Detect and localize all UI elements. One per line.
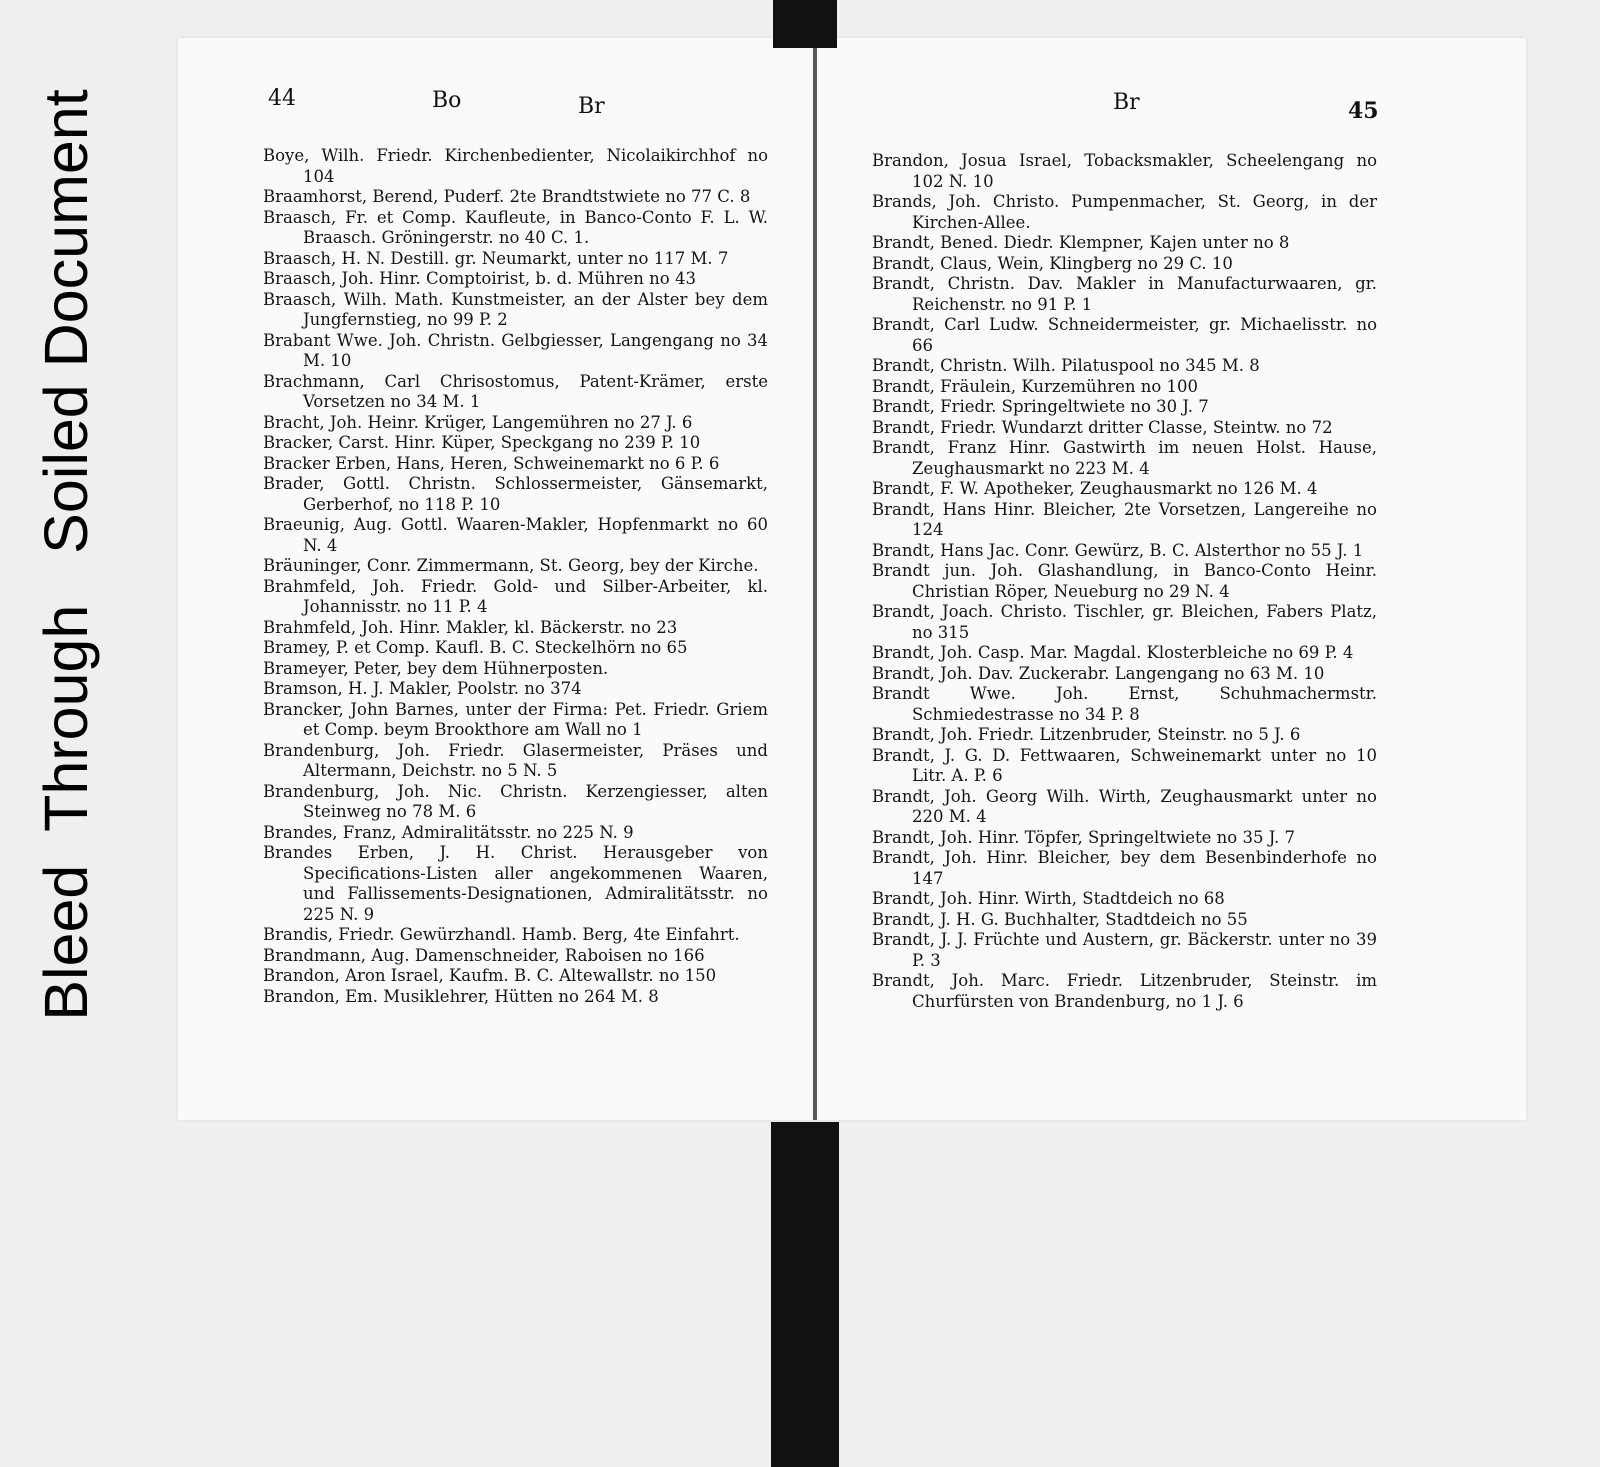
directory-entry: Brandt, Joh. Hinr. Wirth, Stadtdeich no 68 — [872, 889, 1225, 908]
directory-entry: Bramey, P. et Comp. Kaufl. B. C. Steckelhörn no 65 — [263, 638, 688, 657]
directory-entry: Brandt, Franz Hinr. Gastwirth im neuen Holst. Hause, Zeughausmarkt no 223 M. 4 — [872, 438, 1377, 478]
directory-entry: Braasch, Fr. et Comp. Kaufleute, in Banco-Conto F. L. W. Braasch. Gröningerstr. no 40 C. 1. — [263, 207, 768, 247]
bottom-black-tab — [771, 1122, 839, 1467]
directory-entry: Brandt, Carl Ludw. Schneidermeister, gr. Michaelisstr. no 66 — [872, 315, 1377, 355]
right-header-br: Br — [1113, 90, 1140, 115]
left-header-br: Br — [578, 94, 605, 119]
directory-entry: Bracker, Carst. Hinr. Küper, Speckgang no 239 P. 10 — [263, 433, 701, 452]
directory-entry: Brandt, Joach. Christo. Tischler, gr. Bleichen, Fabers Platz, no 315 — [872, 602, 1377, 642]
directory-entry: Bräuninger, Conr. Zimmermann, St. Georg, bey der Kirche. — [263, 556, 759, 575]
directory-entry: Brandt, J. J. Früchte und Austern, gr. Bäckerstr. unter no 39 P. 3 — [872, 930, 1377, 970]
directory-entry: Brandt, Christn. Dav. Makler in Manufacturwaaren, gr. Reichenstr. no 91 P. 1 — [872, 274, 1377, 314]
directory-entry: Brandon, Aron Israel, Kaufm. B. C. Altewallstr. no 150 — [263, 966, 717, 985]
directory-entry: Brandt, Joh. Hinr. Bleicher, bey dem Besenbinderhofe no 147 — [872, 848, 1377, 888]
directory-entry: Brandt, Joh. Marc. Friedr. Litzenbruder, Steinstr. im Churfürsten von Brandenburg, no 1 J. 6 — [872, 971, 1377, 1011]
directory-entry: Braasch, Wilh. Math. Kunstmeister, an der Alster bey dem Jungfernstieg, no 99 P. 2 — [263, 289, 768, 329]
directory-entry: Brandt, Hans Hinr. Bleicher, 2te Vorsetzen, Langereihe no 124 — [872, 499, 1377, 539]
directory-entry: Brandt, Joh. Friedr. Litzenbruder, Steinstr. no 5 J. 6 — [872, 725, 1301, 744]
directory-entry: Brandt, J. G. D. Fettwaaren, Schweinemarkt unter no 10 Litr. A. P. 6 — [872, 745, 1377, 785]
directory-entry: Brandt, Christn. Wilh. Pilatuspool no 345 M. 8 — [872, 356, 1260, 375]
directory-entry: Brahmfeld, Joh. Hinr. Makler, kl. Bäckerstr. no 23 — [263, 617, 678, 637]
right-page-number: 45 — [1348, 98, 1379, 124]
directory-entry: Brandt, J. H. G. Buchhalter, Stadtdeich no 55 — [872, 909, 1248, 929]
directory-entry: Brands, Joh. Christo. Pumpenmacher, St. Georg, in der Kirchen-Allee. — [872, 192, 1377, 232]
directory-entry: Brahmfeld, Joh. Friedr. Gold- und Silber-Arbeiter, kl. Johannisstr. no 11 P. 4 — [263, 576, 768, 616]
left-page-entries — [263, 146, 768, 1007]
top-black-tab — [773, 0, 837, 48]
directory-entry: Bracht, Joh. Heinr. Krüger, Langemühren no 27 J. 6 — [263, 412, 693, 432]
left-page-number: 44 — [268, 86, 296, 111]
directory-entry: Braasch, Joh. Hinr. Comptoirist, b. d. Mühren no 43 — [263, 269, 696, 288]
directory-entry: Brandt, Joh. Dav. Zuckerabr. Langengang no 63 M. 10 — [872, 663, 1325, 683]
directory-entry: Brandon, Josua Israel, Tobacksmakler, Scheelengang no 102 N. 10 — [872, 151, 1377, 191]
directory-entry: Boye, Wilh. Friedr. Kirchenbedienter, Nicolaikirchhof no 104 — [263, 146, 768, 186]
directory-entry: Bracker Erben, Hans, Heren, Schweinemarkt no 6 P. 6 — [263, 453, 720, 473]
directory-entry: Brandt, Fräulein, Kurzemühren no 100 — [872, 376, 1199, 396]
directory-entry: Brameyer, Peter, bey dem Hühnerposten. — [263, 658, 609, 678]
left-header-bo: Bo — [432, 88, 462, 113]
directory-entry: Brandes, Franz, Admiralitätsstr. no 225 N. 9 — [263, 822, 634, 842]
directory-entry: Brandis, Friedr. Gewürzhandl. Hamb. Berg, 4te Einfahrt. — [263, 925, 740, 944]
directory-entry: Braasch, H. N. Destill. gr. Neumarkt, unter no 117 M. 7 — [263, 248, 729, 268]
side-label — [6, 50, 126, 1060]
directory-entry: Brabant Wwe. Joh. Christn. Gelbgiesser, Langengang no 34 M. 10 — [263, 330, 768, 370]
directory-entry: Brandon, Em. Musiklehrer, Hütten no 264 M. 8 — [263, 986, 659, 1006]
directory-entry: Brandt, Friedr. Wundarzt dritter Classe, Steintw. no 72 — [872, 417, 1333, 437]
book-spine — [813, 0, 817, 1120]
directory-entry: Brandt, Joh. Georg Wilh. Wirth, Zeughausmarkt unter no 220 M. 4 — [872, 786, 1377, 826]
directory-entry: Brandt, Joh. Casp. Mar. Magdal. Klosterbleiche no 69 P. 4 — [872, 643, 1354, 662]
directory-entry: Brader, Gottl. Christn. Schlossermeister, Gänsemarkt, Gerberhof, no 118 P. 10 — [263, 474, 768, 514]
directory-entry: Brandt, Bened. Diedr. Klempner, Kajen unter no 8 — [872, 233, 1290, 252]
directory-entry: Braeunig, Aug. Gottl. Waaren-Makler, Hopfenmarkt no 60 N. 4 — [263, 515, 768, 555]
right-page-entries — [872, 151, 1377, 1012]
directory-entry: Brandmann, Aug. Damenschneider, Raboisen no 166 — [263, 945, 705, 965]
directory-entry: Brandes Erben, J. H. Christ. Herausgeber von Specifications-Listen aller angekommenen Waaren, und Fallissements-Designationen, Admiralitätsstr. no 225 N. 9 — [263, 843, 768, 924]
directory-entry: Brandt, F. W. Apotheker, Zeughausmarkt no 126 M. 4 — [872, 479, 1318, 498]
side-label-text: Bleed Through Soiled Document — [32, 89, 100, 1021]
directory-entry: Bramson, H. J. Makler, Poolstr. no 374 — [263, 679, 582, 698]
directory-entry: Braamhorst, Berend, Puderf. 2te Brandtstwiete no 77 C. 8 — [263, 187, 751, 206]
directory-entry: Brandenburg, Joh. Friedr. Glasermeister, Präses und Altermann, Deichstr. no 5 N. 5 — [263, 740, 768, 780]
directory-entry: Brandenburg, Joh. Nic. Christn. Kerzengiesser, alten Steinweg no 78 M. 6 — [263, 781, 768, 821]
directory-entry: Brachmann, Carl Chrisostomus, Patent-Krämer, erste Vorsetzen no 34 M. 1 — [263, 371, 768, 411]
directory-entry: Brandt Wwe. Joh. Ernst, Schuhmachermstr. Schmiedestrasse no 34 P. 8 — [872, 684, 1377, 724]
directory-entry: Brandt jun. Joh. Glashandlung, in Banco-Conto Heinr. Christian Röper, Neueburg no 29 N. 4 — [872, 561, 1377, 601]
directory-entry: Brandt, Claus, Wein, Klingberg no 29 C. 10 — [872, 253, 1233, 273]
directory-entry: Brancker, John Barnes, unter der Firma: Pet. Friedr. Griem et Comp. beym Brookthore am Wall no 1 — [263, 699, 768, 739]
directory-entry: Brandt, Friedr. Springeltwiete no 30 J. 7 — [872, 397, 1209, 416]
directory-entry: Brandt, Hans Jac. Conr. Gewürz, B. C. Alsterthor no 55 J. 1 — [872, 540, 1364, 560]
directory-entry: Brandt, Joh. Hinr. Töpfer, Springeltwiete no 35 J. 7 — [872, 827, 1296, 847]
